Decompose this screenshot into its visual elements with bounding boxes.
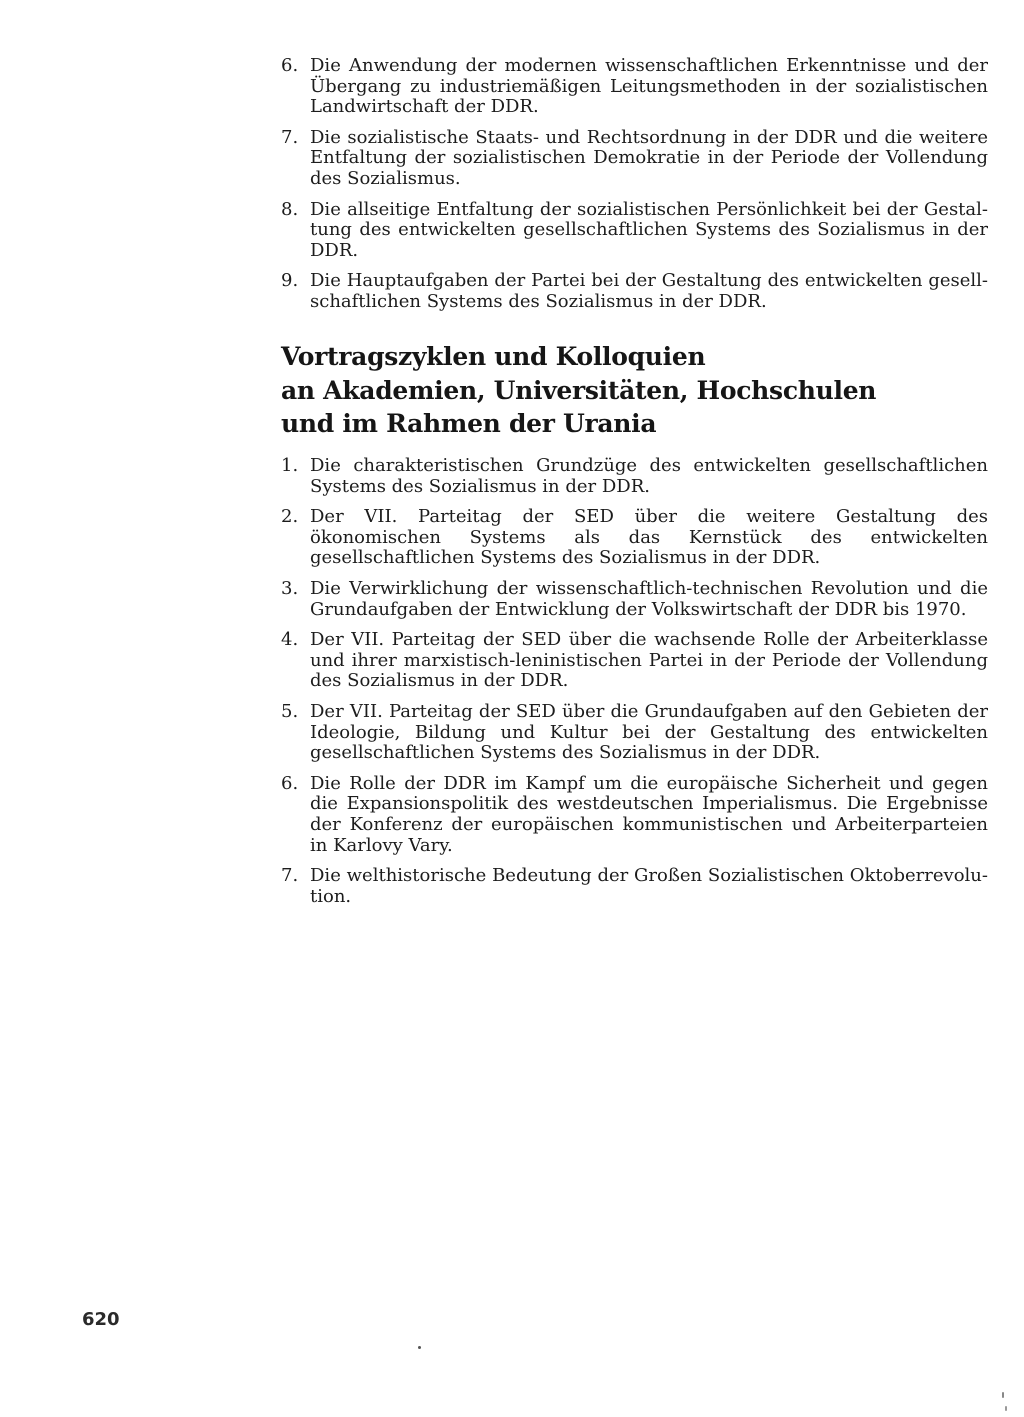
lecture-topic-list (281, 456, 988, 917)
list-item (281, 774, 988, 856)
list-item-number: 7. (281, 126, 299, 148)
list-item-number: 8. (281, 198, 299, 220)
list-item (281, 702, 988, 764)
list-item-number: 1. (281, 455, 299, 476)
list-item-number: 3. (281, 577, 299, 599)
list-item (281, 456, 988, 497)
list-item-number: 9. (281, 270, 299, 292)
list-item-number: 2. (281, 506, 299, 528)
list-item-number: 5. (281, 700, 299, 722)
list-item (281, 507, 988, 569)
list-item-text: Die welthistorische Bedeutung der Großen Sozialistischen Oktoberrevolution. (310, 865, 988, 907)
scan-speck (1002, 1392, 1004, 1398)
list-item-number: 4. (281, 629, 299, 651)
list-item (281, 579, 988, 620)
section-heading-line-3: und im Rahmen der Urania (281, 409, 657, 438)
list-item (281, 56, 988, 118)
list-item-text: Die Anwendung der modernen wissenschaftlichen Erkenntnisse und der Übergang zu industriemäßigen Leitungsmethoden in der sozialistischen Landwirtschaft der DDR. (310, 55, 988, 118)
list-item-text: Die charakteristischen Grundzüge des entwickelten gesellschaftlichen Systems des Sozialismus in der DDR. (310, 455, 988, 497)
page-number: 620 (82, 1309, 120, 1330)
list-item-text: Der VII. Parteitag der SED über die weitere Gestaltung des ökonomischen Systems als das Kernstück des entwickelten gesellschaftlichen Systems des Sozialismus in der DDR. (310, 506, 988, 569)
section-heading-line-2: an Akademien, Universitäten, Hochschulen (281, 375, 877, 405)
section-heading-line-1: Vortragszyklen und Kolloquien (281, 342, 706, 371)
scan-speck (418, 1346, 421, 1349)
list-item-text: Die allseitige Entfaltung der sozialistischen Persönlichkeit bei der Gestaltung des entwickelten gesellschaftlichen Systems des Sozialismus in der DDR. (310, 198, 988, 261)
list-item (281, 271, 988, 312)
list-item-text: Die Hauptaufgaben der Partei bei der Gestaltung des entwickelten gesellschaftlichen Systems des Sozialismus in der DDR. (310, 270, 988, 312)
list-item-number: 6. (281, 772, 299, 794)
list-item-number: 7. (281, 865, 299, 887)
list-item (281, 128, 988, 190)
list-item-number: 6. (281, 55, 299, 76)
list-item-text: Die sozialistische Staats- und Rechtsordnung in der DDR und die weitere Entfaltung der sozialistischen Demokratie in der Periode der Vollendung des Sozialismus. (310, 126, 988, 189)
list-item-text: Die Rolle der DDR im Kampf um die europäische Sicherheit und gegen die Expansionspolitik des westdeutschen Imperialismus. Die Ergebnisse der Konferenz der europäischen kommunistischen und Arbeiterparteien in Karlovy Vary. (310, 772, 988, 856)
section-heading (281, 340, 921, 441)
scan-speck (1005, 1406, 1007, 1411)
list-item (281, 630, 988, 692)
list-item (281, 200, 988, 262)
list-item (281, 866, 988, 907)
list-item-text: Der VII. Parteitag der SED über die wachsende Rolle der Arbeiterklasse und ihrer marxistisch-leninistischen Partei in der Periode der Vollendung des Sozialismus in der DDR. (310, 629, 988, 692)
topic-list-continued (281, 56, 988, 323)
list-item-text: Die Verwirklichung der wissenschaftlich-technischen Revolution und die Grundaufgaben der Entwicklung der Volkswirtschaft der DDR bis 1970. (310, 577, 988, 620)
list-item-text: Der VII. Parteitag der SED über die Grundaufgaben auf den Gebieten der Ideologie, Bildung und Kultur bei der Gestaltung des entwickelten gesellschaftlichen Systems des Sozialismus in der DDR. (310, 700, 988, 764)
